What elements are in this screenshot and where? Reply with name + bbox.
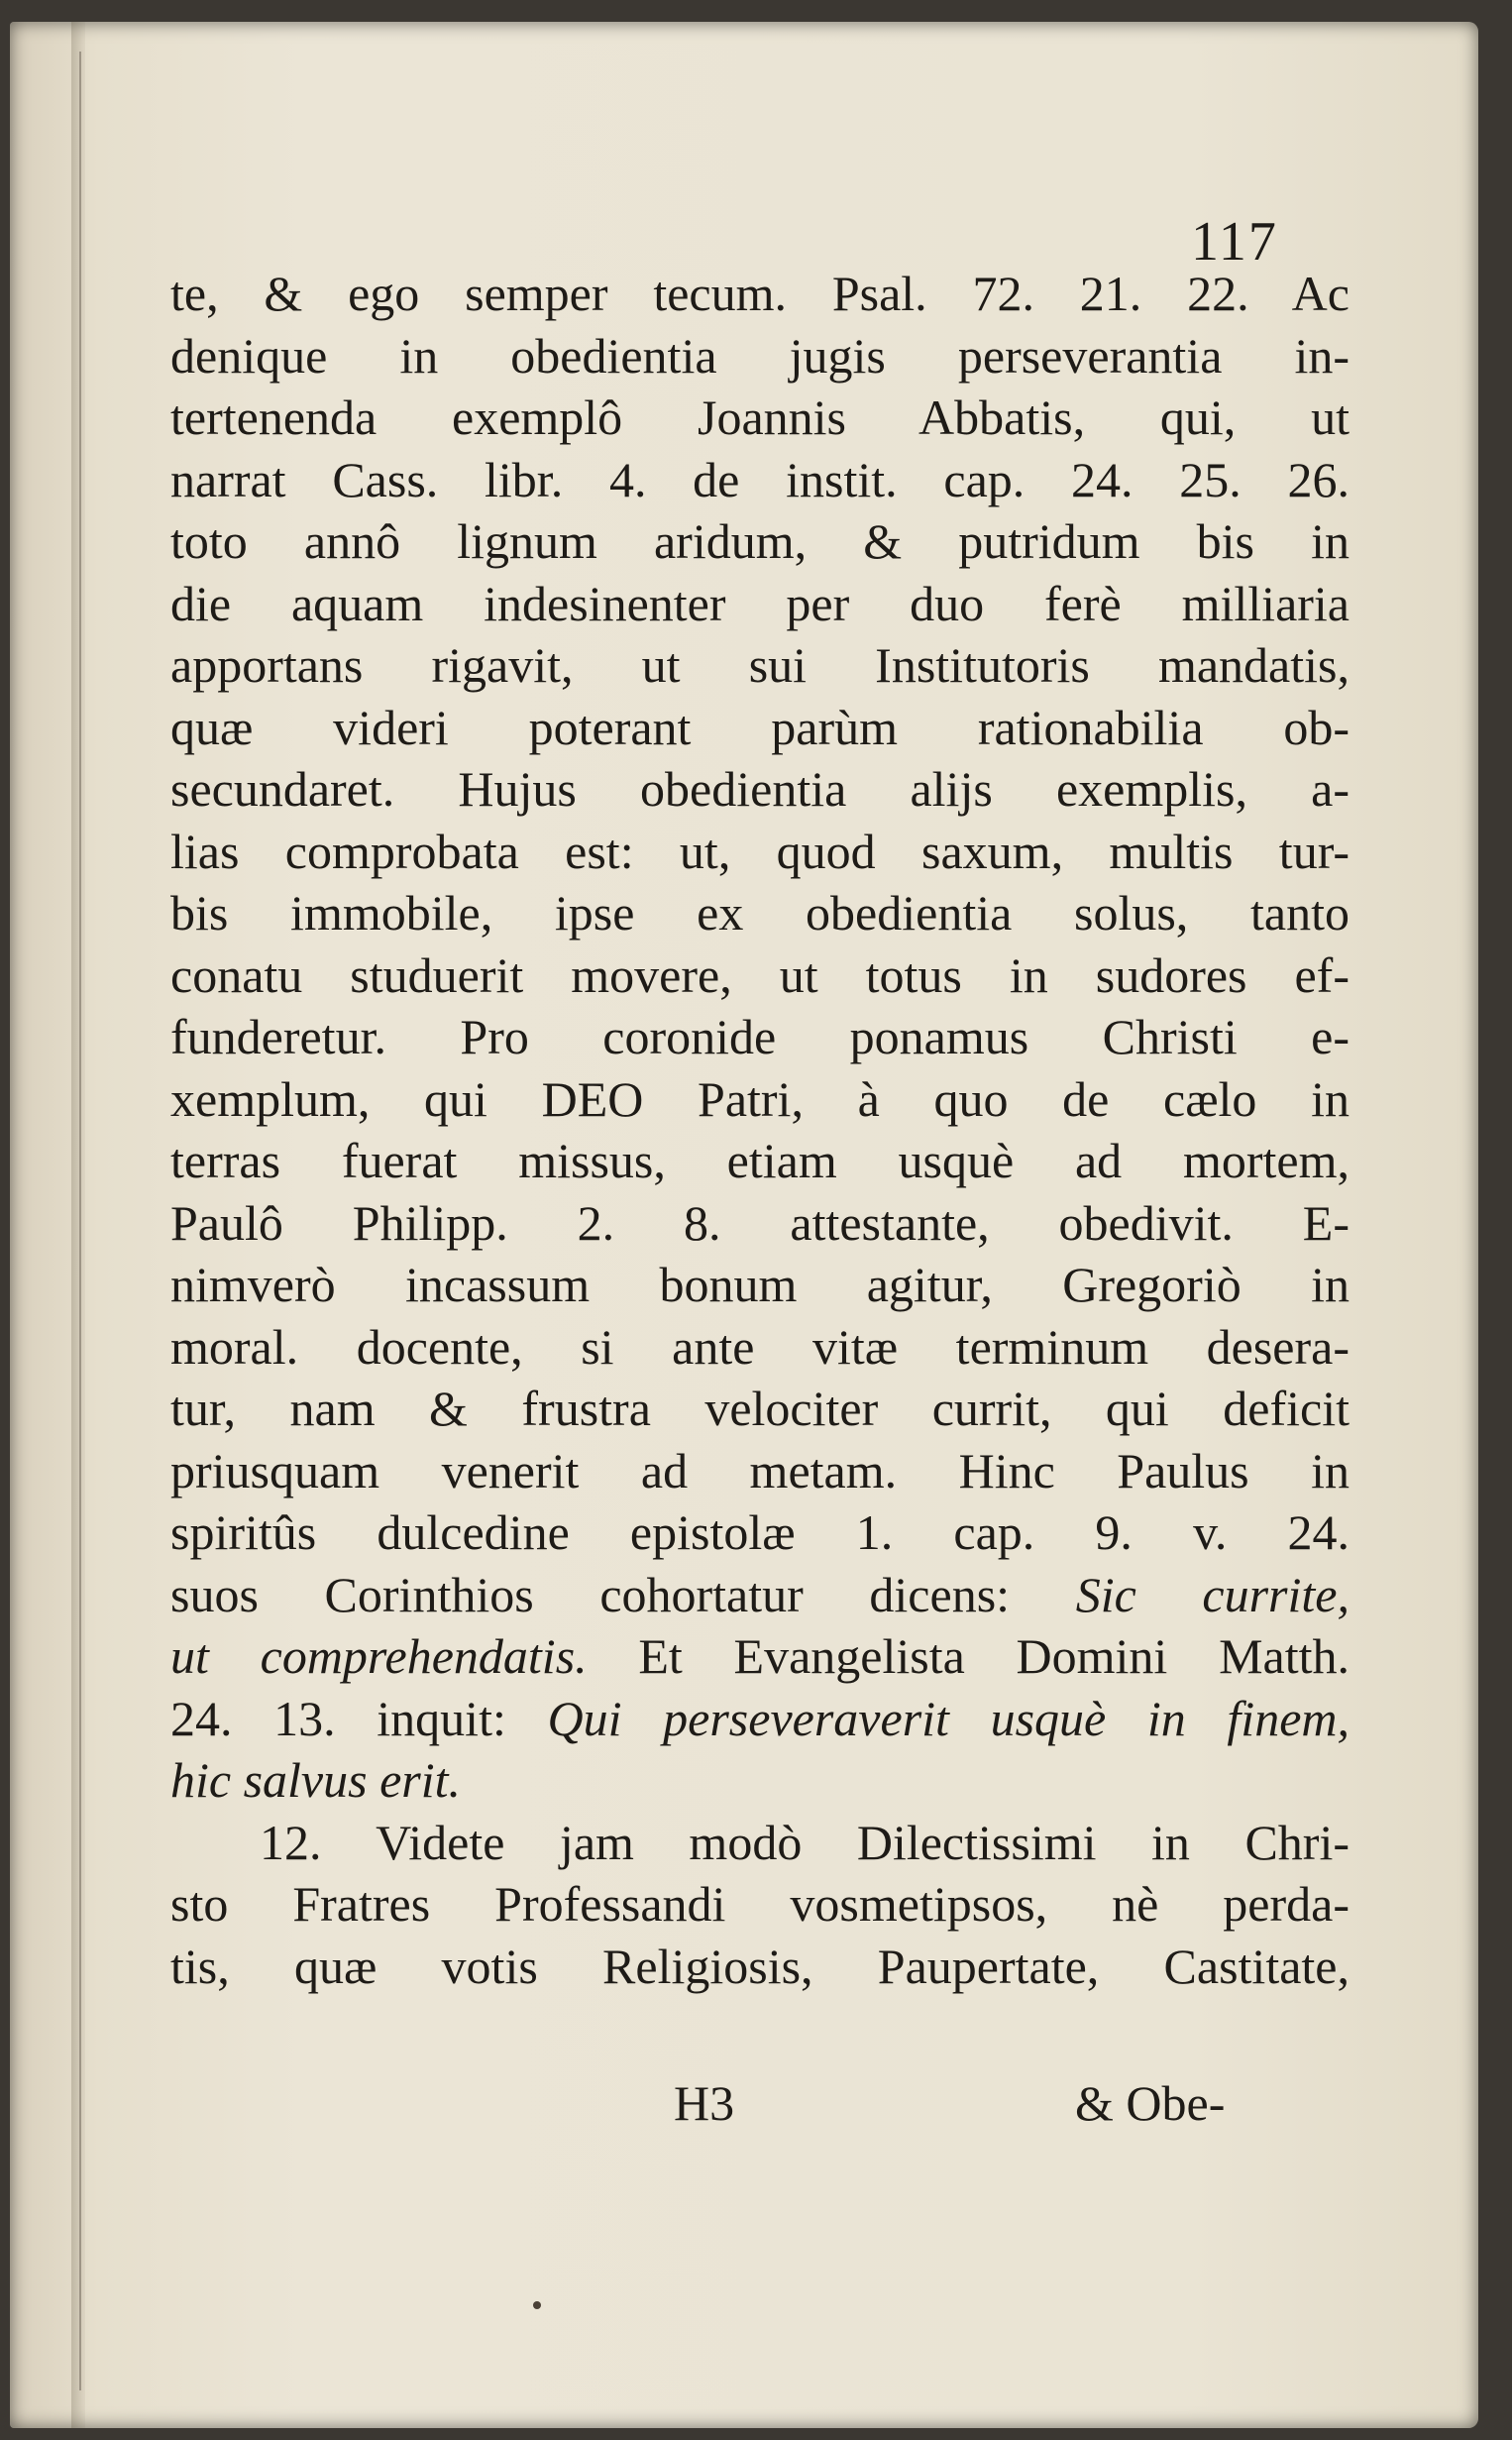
text-line: [170, 1501, 1350, 1564]
line-text: suos Corinthios cohortatur dicens:: [170, 1566, 1076, 1622]
text-line: [170, 1812, 1350, 1874]
line-text: priusquam venerit ad metam. Hinc Paulus in: [170, 1442, 1350, 1498]
text-line: [170, 1254, 1350, 1316]
text-line: [170, 821, 1350, 883]
text-line: [170, 263, 1350, 325]
text-line: [170, 634, 1350, 697]
line-text: tertenenda exemplô Joannis Abbatis, qui, ut: [170, 389, 1350, 445]
line-text: Paulô Philipp. 2. 8. attestante, obedivit. E-: [170, 1194, 1350, 1251]
italic-text: Sic currite,: [1075, 1566, 1350, 1622]
line-text: 12. Videte jam modò Dilectissimi in Chri-: [260, 1814, 1350, 1870]
italic-text: hic salvus erit.: [170, 1752, 462, 1808]
line-text: lias comprobata est: ut, quod saxum, multis tur-: [170, 823, 1350, 879]
signature-mark: H3: [674, 2075, 735, 2131]
line-text: sto Fratres Professandi vosmetipsos, nè perda-: [170, 1876, 1350, 1932]
line-text: narrat Cass. libr. 4. de instit. cap. 24. 25. 26.: [170, 451, 1350, 507]
text-line: [170, 1688, 1350, 1750]
line-text: quæ videri poterant parùm rationabilia ob-: [170, 699, 1350, 755]
text-line: [170, 510, 1350, 573]
line-text: denique in obedientia jugis perseverantia in-: [170, 327, 1350, 384]
line-text: te, & ego semper tecum. Psal. 72. 21. 22. Ac: [170, 266, 1350, 321]
text-line: [170, 1006, 1350, 1068]
italic-text: Qui perseveraverit usquè in finem,: [547, 1690, 1350, 1746]
ink-spot: [533, 2301, 541, 2309]
text-line: [170, 573, 1350, 635]
line-text: secundaret. Hujus obedientia alijs exemplis, a-: [170, 761, 1350, 817]
line-text: tur, nam & frustra velociter currit, qui deficit: [170, 1381, 1350, 1436]
catchword: & Obe-: [1075, 2075, 1226, 2131]
text-line: [170, 697, 1350, 759]
line-text: conatu studuerit movere, ut totus in sudores ef-: [170, 946, 1350, 1003]
line-text: apportans rigavit, ut sui Institutoris mandatis,: [170, 637, 1350, 693]
text-line: [170, 1440, 1350, 1502]
text-line: [170, 882, 1350, 944]
line-text: moral. docente, si ante vitæ terminum desera-: [170, 1318, 1350, 1375]
text-line: [170, 387, 1350, 449]
italic-text: ut comprehendatis.: [170, 1628, 588, 1684]
text-line: [170, 1564, 1350, 1626]
text-line: [170, 1130, 1350, 1192]
text-line: [170, 1625, 1350, 1688]
text-line: [170, 325, 1350, 388]
text-body: [170, 263, 1350, 1997]
line-text: die aquam indesinenter per duo ferè milliaria: [170, 575, 1350, 631]
text-line: [170, 758, 1350, 821]
line-text: funderetur. Pro coronide ponamus Christi e-: [170, 1009, 1350, 1064]
text-line: [170, 1068, 1350, 1131]
text-line: [170, 944, 1350, 1007]
text-line: [170, 1936, 1350, 1998]
line-text: xemplum, qui DEO Patri, à quo de cælo in: [170, 1070, 1350, 1127]
page-gutter: [71, 22, 85, 2428]
line-text: nimverò incassum bonum agitur, Gregoriò in: [170, 1257, 1350, 1312]
line-text: tis, quæ votis Religiosis, Paupertate, Castitate,: [170, 1938, 1350, 1994]
line-text: terras fuerat missus, etiam usquè ad mortem,: [170, 1133, 1350, 1188]
text-line: [170, 1873, 1350, 1936]
text-line: [170, 1316, 1350, 1379]
text-line: [170, 1749, 1350, 1812]
text-line: [170, 449, 1350, 511]
gutter-line: [79, 52, 81, 2390]
line-text: 24. 13. inquit:: [170, 1690, 548, 1746]
line-text: Et Evangelista Domini Matth.: [587, 1628, 1350, 1684]
line-text: bis immobile, ipse ex obedientia solus, tanto: [170, 885, 1350, 941]
line-text: spiritûs dulcedine epistolæ 1. cap. 9. v. 24.: [170, 1504, 1350, 1560]
text-line: [170, 1378, 1350, 1440]
text-line: [170, 1192, 1350, 1255]
line-text: toto annô lignum aridum, & putridum bis in: [170, 513, 1350, 569]
book-page: [10, 22, 1478, 2428]
page-number: 117: [1191, 211, 1278, 273]
